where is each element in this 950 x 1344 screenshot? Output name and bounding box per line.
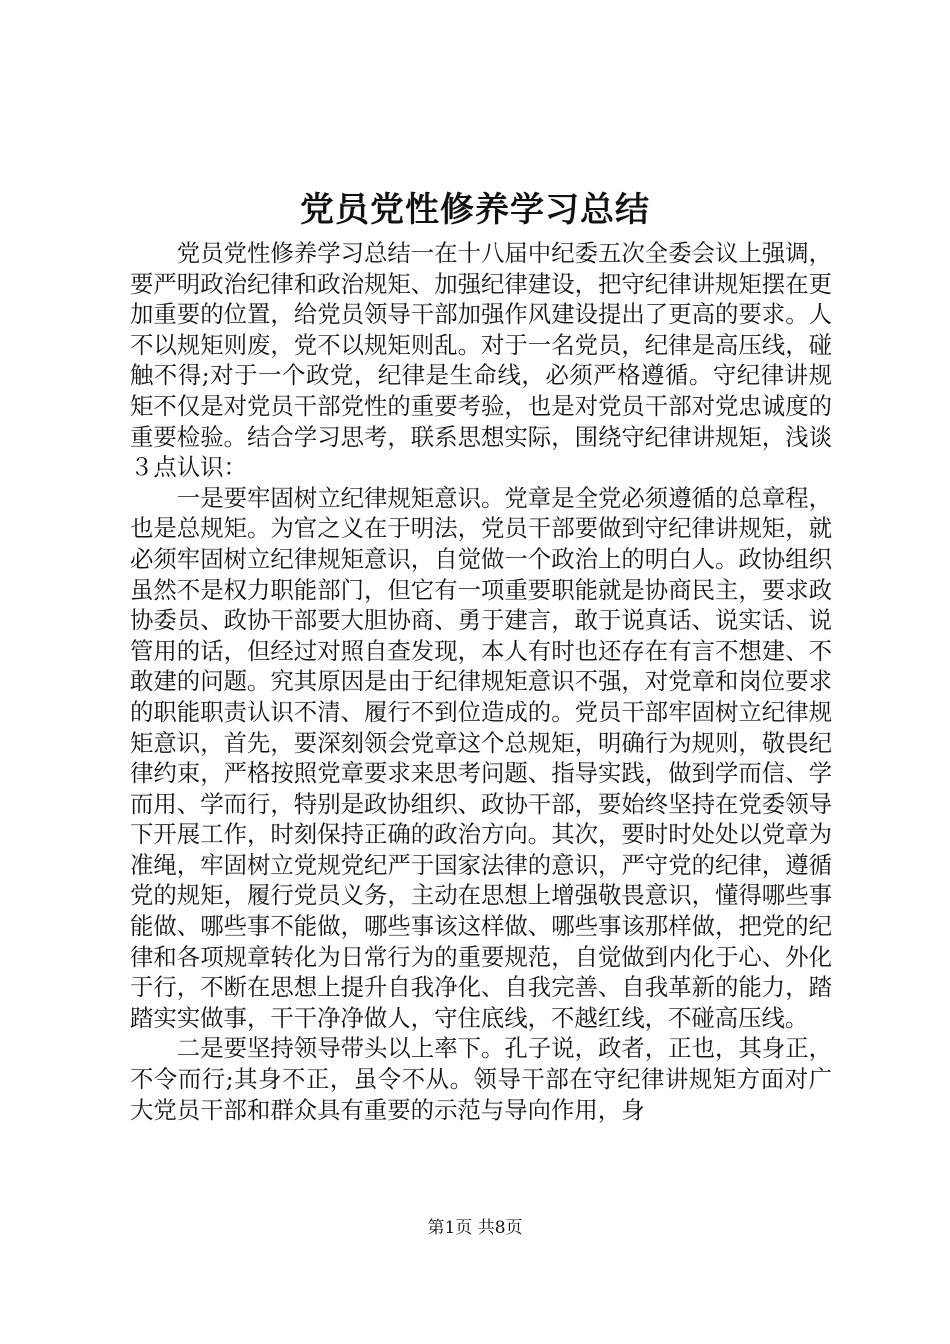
paragraph: 党员党性修养学习总结一在十八届中纪委五次全委会议上强调，要严明政治纪律和政治规矩、加强纪律建设，把守纪律讲规矩摆在更加重要的位置，给党员领导干部加强作风建设提出了更高的要求。人不以规矩则废，党不以规矩则乱。对于一名党员，纪律是高压线，碰触不得;对于一个政党，纪律是生命线，必须严格遵循。守纪律讲规矩不仅是对党员干部党性的重要考验，也是对党员干部对党忠诚度的重要检验。结合学习思考，联系思想实际，围绕守纪律讲规矩，浅谈３点认识： [130, 239, 832, 482]
document-title: 党员党性修养学习总结 [300, 190, 650, 230]
paragraph: 二是要坚持领导带头以上率下。孔子说，政者，正也，其身正，不令而行;其身不正，虽令不从。领导干部在守纪律讲规矩方面对广大党员干部和群众具有重要的示范与导向作用，身 [130, 1034, 832, 1124]
paragraph: 一是要牢固树立纪律规矩意识。党章是全党必须遵循的总章程，也是总规矩。为官之义在于明法，党员干部要做到守纪律讲规矩，就必须牢固树立纪律规矩意识，自觉做一个政治上的明白人。政协组织虽然不是权力职能部门，但它有一项重要职能就是协商民主，要求政协委员、政协干部要大胆协商、勇于建言，敢于说真话、说实话、说管用的话，但经过对照自查发现，本人有时也还存在有言不想建、不敢建的问题。究其原因是由于纪律规矩意识不强，对党章和岗位要求的职能职责认识不清、履行不到位造成的。党员干部牢固树立纪律规矩意识，首先，要深刻领会党章这个总规矩，明确行为规则，敬畏纪律约束，严格按照党章要求来思考问题、指导实践，做到学而信、学而用、学而行，特别是政协组织、政协干部，要始终坚持在党委领导下开展工作，时刻保持正确的政治方向。其次，要时时处处以党章为准绳，牢固树立党规党纪严于国家法律的意识，严守党的纪律，遵循党的规矩，履行党员义务，主动在思想上增强敬畏意识，懂得哪些事能做、哪些事不能做，哪些事该这样做、哪些事该那样做，把党的纪律和各项规章转化为日常行为的重要规范，自觉做到内化于心、外化于行，不断在思想上提升自我净化、自我完善、自我革新的能力，踏踏实实做事，干干净净做人，守住底线，不越红线，不碰高压线。 [130, 483, 832, 1032]
document-body [130, 238, 832, 1125]
page-number-footer: 第1页 共8页 [427, 1218, 523, 1238]
